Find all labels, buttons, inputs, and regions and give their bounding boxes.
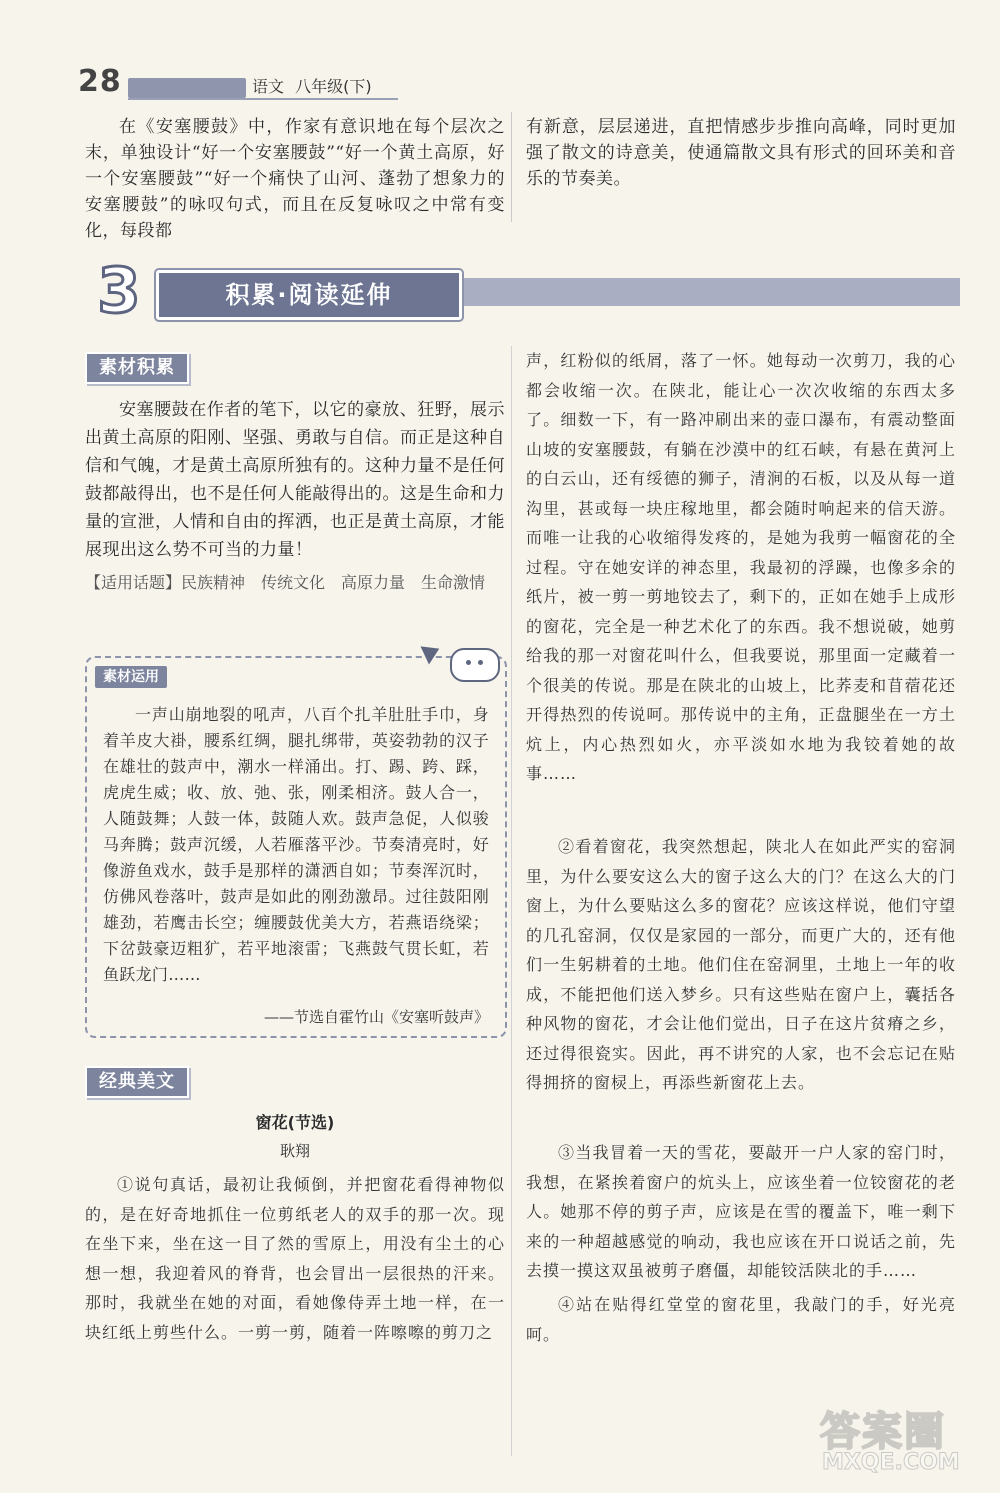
- grade-label: 八年级(下): [295, 77, 372, 96]
- section-bar: [456, 278, 960, 306]
- mascot-icon: [450, 648, 500, 682]
- article-paragraph-1: ①说句真话，最初让我倾倒，并把窗花看得神物似的，是在好奇地抓住一位剪纸老人的双手的那一次。现在坐下来，坐在这一目了然的雪原上，用没有尘土的心想一想，我迎着风的脊背，也会冒出一层很热的汗来。那时，我就坐在她的对面，看她像侍弄土地一样，在一块红纸上剪些什么。一剪一剪，随着一阵嚓嚓的剪刀之: [85, 1175, 505, 1342]
- watermark-main: 答案圈: [820, 1409, 946, 1455]
- subject-label: [252, 74, 372, 97]
- intro-paragraph-right: 有新意，层层递进，直把情感步步推向高峰，同时更加强了散文的诗意美，使通篇散文具有形式的回环美和音乐的节奏美。: [526, 117, 956, 189]
- topic-line: [85, 570, 505, 596]
- material-use-text: 一声山崩地裂的吼声，八百个扎羊肚肚手巾，身着羊皮大褂，腰系红绸，腿扎绑带，英姿勃勃的汉子在雄壮的鼓声中，潮水一样涌出。打、踢、跨、踩，虎虎生威；收、放、弛、张，刚柔相济。鼓人合一，人随鼓舞；人鼓一体，鼓随人欢。鼓声急促，人似骏马奔腾；鼓声沉缓，人若雁落平沙。节奏清亮时，好像游鱼戏水，鼓手是那样的潇洒自如；节奏浑沉时，仿佛风卷落叶，鼓声是如此的刚劲激昂。过往鼓阳刚雄劲，若鹰击长空；缠腰鼓优美大方，若燕语绕梁；下岔鼓豪迈粗犷，若平地滚雷；飞燕鼓气贯长虹，若鱼跃龙门……: [103, 705, 489, 984]
- material-use-tag: 素材运用: [95, 666, 167, 688]
- watermark: [820, 1400, 990, 1480]
- watermark-url: MXQE.COM: [822, 1450, 960, 1475]
- section-banner: [80, 254, 960, 327]
- series-badge: [128, 78, 246, 98]
- article-author: 耿翔: [279, 1142, 310, 1160]
- page-number: 28: [78, 64, 122, 99]
- column-divider: [511, 346, 512, 1456]
- intro-paragraph-left: 在《安塞腰鼓》中，作家有意识地在每个层次之末，单独设计“好一个安塞腰鼓”“好一个黄土高原，好一个安塞腰鼓”“好一个痛快了山河、蓬勃了想象力的安塞腰鼓”的咏叹句式，而且在反复咏叹之中常有变化，每段都: [85, 117, 505, 241]
- section-title-box: [156, 270, 462, 320]
- article-paragraph-4: ④站在贴得红堂堂的窗花里，我敲门的手，好光亮呵。: [526, 1295, 956, 1344]
- article-title: 窗花(节选): [255, 1113, 335, 1132]
- material-use-source: ——节选自霍竹山《安塞听鼓声》: [263, 1008, 489, 1026]
- article-paragraph-1-continued: 声，红粉似的纸屑，落了一怀。她每动一次剪刀，我的心都会收缩一次。在陕北，能让心一次次收缩的东西太多了。细数一下，有一路冲刷出来的壶口瀑布，有震动整面山坡的安塞腰鼓，有躺在沙漠中的红石峡，有悬在黄河上的白云山，还有绥德的狮子，清涧的石板，以及从每一道沟里，甚或每一块庄稼地里，都会随时响起来的信天游。而唯一让我的心收缩得发疼的，是她为我剪一幅窗花的全过程。守在她安详的神态里，我最初的浮躁，也像多余的纸片，被一剪一剪地铰去了，剩下的，正如在她手上成形的窗花，完全是一种艺术化了的东西。我不想说破，她剪给我的那一对窗花叫什么，但我要说，那里面一定藏着一个很美的传说。那是在陕北的山坡上，比荞麦和苜蓿花还开得热烈的传说呵。那传说中的主角，正盘腿坐在一方土炕上，内心热烈如火，亦平淡如水地为我铰着她的故事……: [526, 351, 956, 783]
- topic-list: 民族精神 传统文化 高原力量 生命激情: [181, 573, 486, 592]
- material-tag: 素材积累: [85, 352, 189, 384]
- material-text: 安塞腰鼓在作者的笔下，以它的豪放、狂野，展示出黄土高原的阳刚、坚强、勇敢与自信。而正是这种自信和气魄，才是黄土高原所独有的。这种力量不是任何鼓都敲得出，也不是任何人能敲得出的。这是生命和力量的宣泄，人情和自由的挥洒，也正是黄土高原，才能展现出这么势不可当的力量！: [85, 400, 505, 560]
- header-rule: [128, 98, 398, 100]
- article-paragraph-3: ③当我冒着一天的雪花，要敲开一户人家的窑门时，我想，在紧挨着窗户的炕头上，应该坐着一位铰窗花的老人。她那不停的剪子声，应该是在雪的覆盖下，唯一剩下来的一种超越感觉的响动，我也应该在开口说话之前，先去摸一摸这双虽被剪子磨僵，却能铰活陕北的手……: [526, 1143, 956, 1280]
- column-divider-top: [511, 112, 512, 222]
- subject-name: 语文: [252, 77, 285, 96]
- section-number: 3: [97, 254, 141, 327]
- classic-tag: 经典美文: [85, 1066, 189, 1098]
- section-title: 积累·阅读延伸: [225, 281, 393, 309]
- article-paragraph-2: ②看着窗花，我突然想起，陕北人在如此严实的窑洞里，为什么要安这么大的窗子这么大的门？在这么大的门窗上，为什么要贴这么多的窗花？应该这样说，他们守望的几孔窑洞，仅仅是家园的一部分，而更广大的，还有他们一生躬耕着的土地。他们住在窑洞里，土地上一年的收成，不能把他们送入梦乡。只有这些贴在窗户上，囊括各种风物的窗花，才会让他们觉出，日子在这片贫瘠之乡，还过得很瓷实。因此，再不讲究的人家，也不会忘记在贴得拥挤的窗棂上，再添些新窗花上去。: [526, 837, 956, 1092]
- topic-label: 【适用话题】: [85, 573, 182, 592]
